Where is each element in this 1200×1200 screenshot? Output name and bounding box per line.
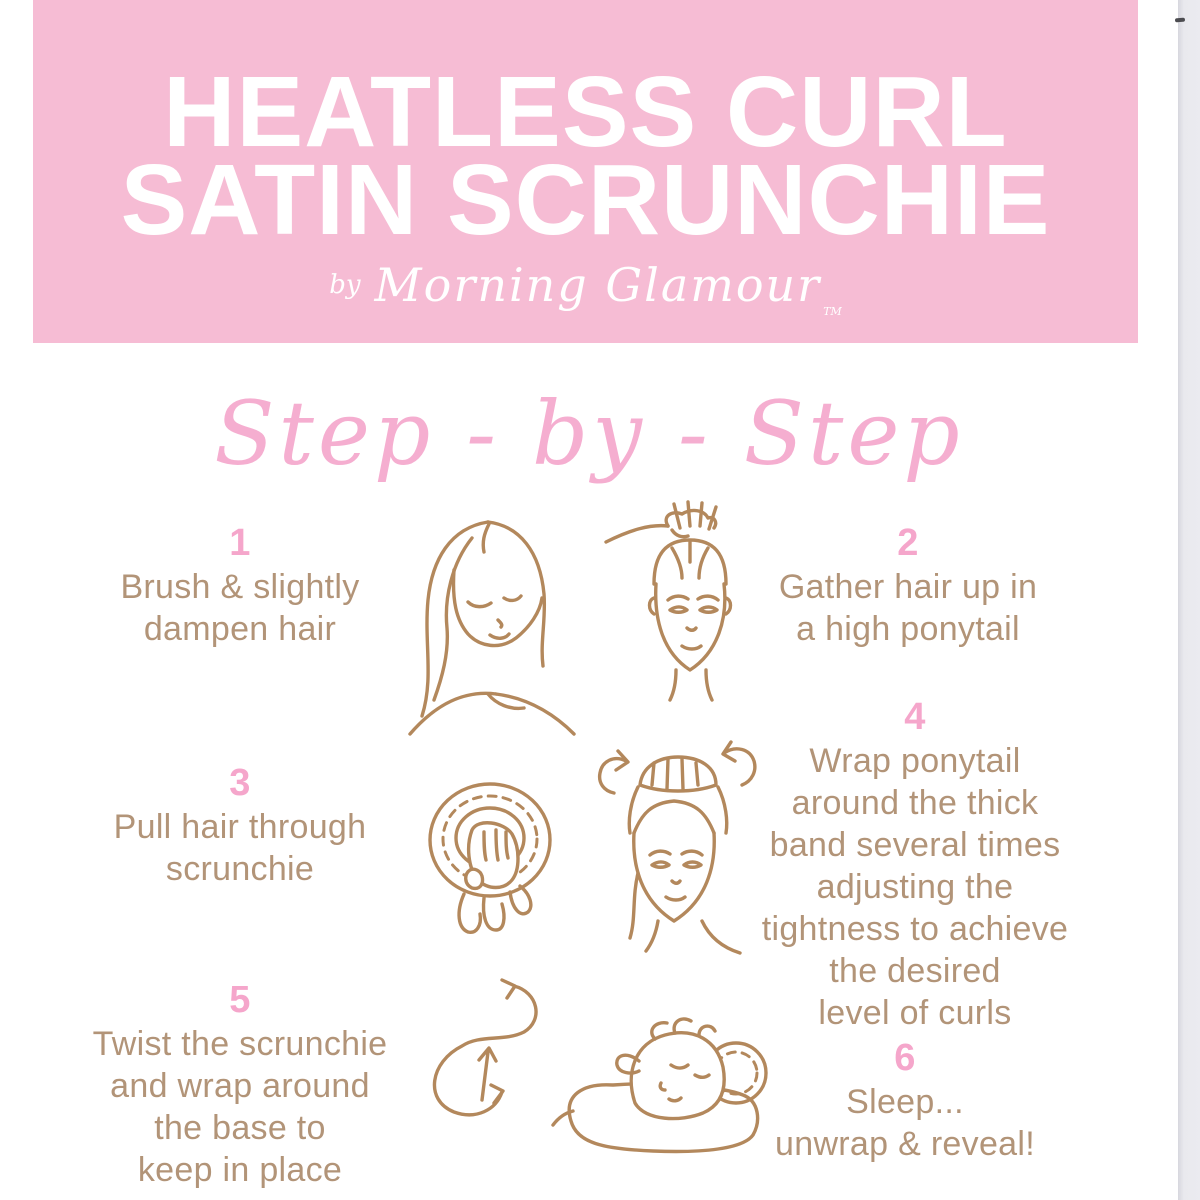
title-line-1: HEATLESS CURL [163, 56, 1008, 168]
hand-through-scrunchie-illustration [412, 772, 572, 942]
byline [33, 258, 1138, 318]
step-1-text-line: Brush & slightly [120, 568, 360, 606]
step-4-number: 4 [904, 696, 926, 738]
title-line-2: SATIN SCRUNCHIE [120, 144, 1051, 256]
page-title [33, 56, 1138, 256]
step-2-text-line: a high ponytail [796, 610, 1020, 648]
trademark-mark: TM [823, 305, 842, 318]
step-4-text-line: band several times [769, 826, 1061, 864]
step-6-text-line: Sleep... [846, 1083, 964, 1121]
byline-prefix: by [329, 270, 361, 300]
step-3-number: 3 [229, 762, 251, 804]
scrollbar-thumb[interactable] [1175, 18, 1185, 23]
step-5-number: 5 [229, 979, 251, 1021]
step-by-step-heading: Step - by - Step [214, 382, 964, 485]
viewer-gutter [1178, 0, 1200, 1200]
step-5-text-line: the base to [154, 1109, 326, 1147]
step-5-text-line: and wrap around [110, 1067, 370, 1105]
step-1-number: 1 [229, 522, 251, 564]
step-2 [723, 523, 1093, 650]
step-6-number: 6 [894, 1037, 916, 1079]
step-3-text-line: Pull hair through [113, 808, 367, 846]
step-5-text-line: keep in place [137, 1151, 343, 1189]
step-3 [55, 763, 425, 890]
wrapped-bun-twist-arrows-illustration [582, 733, 767, 963]
twist-infinity-arrows-illustration [410, 972, 560, 1132]
gather-high-ponytail-illustration [602, 500, 777, 705]
step-2-number: 2 [897, 522, 919, 564]
sleeping-with-scrunchie-illustration [543, 1003, 778, 1168]
step-6-text-line: unwrap & reveal! [775, 1125, 1035, 1163]
step-4-text-line: level of curls [818, 994, 1012, 1032]
step-4-text-line: the desired [829, 952, 1001, 990]
brand-name: Morning Glamour [374, 258, 822, 312]
step-4-text-line: adjusting the [816, 868, 1014, 906]
step-4 [730, 697, 1100, 1034]
step-1-text-line: dampen hair [143, 610, 337, 648]
step-5-text-line: Twist the scrunchie [92, 1025, 388, 1063]
step-2-text-line: Gather hair up in [778, 568, 1038, 606]
step-3-text-line: scrunchie [165, 850, 315, 888]
step-4-text-line: Wrap ponytail [809, 742, 1021, 780]
step-4-text-line: around the thick [791, 784, 1039, 822]
woman-loose-hair-illustration [392, 508, 582, 743]
header-banner [33, 0, 1138, 343]
step-5 [55, 980, 425, 1191]
step-1 [55, 523, 425, 650]
step-4-text-line: tightness to achieve [761, 910, 1069, 948]
